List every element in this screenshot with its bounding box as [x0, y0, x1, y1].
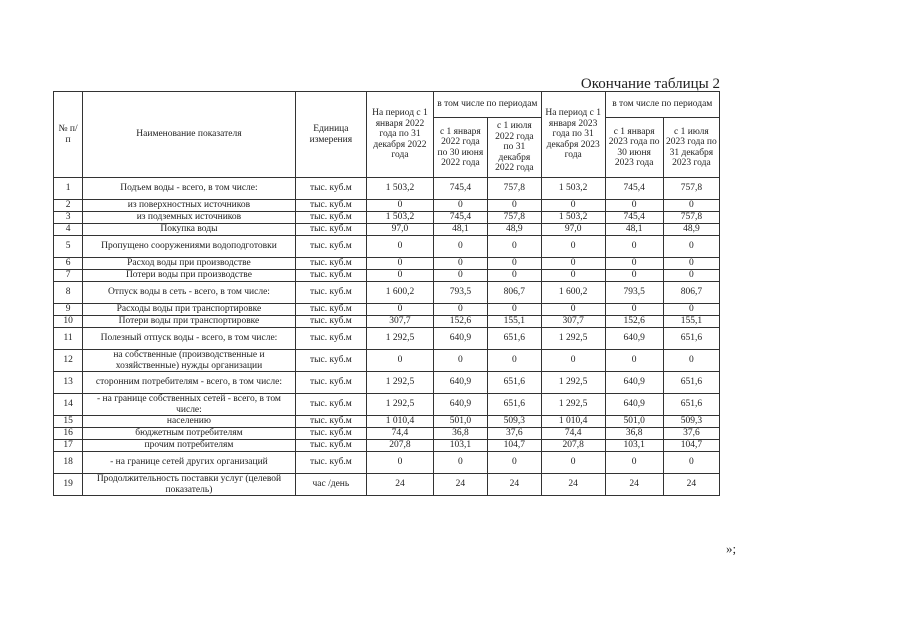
row-value: 745,4	[433, 212, 487, 224]
row-value: 37,6	[487, 428, 541, 440]
row-name: Расход воды при производстве	[83, 258, 296, 270]
header-name: Наименование показателя	[83, 92, 296, 178]
row-unit: тыс. куб.м	[295, 372, 366, 394]
row-value: 0	[487, 236, 541, 258]
header-2023-h2: с 1 июля 2023 года по 31 декабря 2023 года	[663, 118, 719, 178]
row-name: Пропущено сооружениями водоподготовки	[83, 236, 296, 258]
row-value: 0	[367, 304, 434, 316]
row-value: 0	[663, 200, 719, 212]
row-number: 1	[54, 178, 83, 200]
row-value: 24	[433, 474, 487, 496]
row-name: Покупка воды	[83, 224, 296, 236]
row-number: 6	[54, 258, 83, 270]
row-number: 16	[54, 428, 83, 440]
row-value: 74,4	[541, 428, 605, 440]
row-value: 0	[433, 200, 487, 212]
table-row	[54, 428, 720, 440]
row-number: 3	[54, 212, 83, 224]
row-number: 4	[54, 224, 83, 236]
row-value: 757,8	[487, 212, 541, 224]
header-2023-h1: с 1 января 2023 года по 30 июня 2023 года	[605, 118, 663, 178]
row-value: 793,5	[433, 282, 487, 304]
row-name: Отпуск воды в сеть - всего, в том числе:	[83, 282, 296, 304]
row-unit: тыс. куб.м	[295, 212, 366, 224]
header-period-2023: На период с 1 января 2023 года по 31 декабря 2023 года	[541, 92, 605, 178]
row-value: 0	[487, 200, 541, 212]
closing-quote: »;	[726, 541, 737, 556]
row-value: 1 292,5	[367, 394, 434, 416]
table-row	[54, 258, 720, 270]
row-value: 0	[367, 350, 434, 372]
row-number: 10	[54, 316, 83, 328]
row-unit: тыс. куб.м	[295, 178, 366, 200]
row-unit: тыс. куб.м	[295, 394, 366, 416]
row-number: 15	[54, 416, 83, 428]
row-value: 307,7	[367, 316, 434, 328]
row-value: 36,8	[433, 428, 487, 440]
header-period-2022: На период с 1 января 2022 года по 31 декабря 2022 года	[367, 92, 434, 178]
row-value: 48,9	[487, 224, 541, 236]
row-name: Подъем воды - всего, в том числе:	[83, 178, 296, 200]
row-value: 651,6	[487, 394, 541, 416]
row-value: 640,9	[433, 394, 487, 416]
row-unit: тыс. куб.м	[295, 200, 366, 212]
row-value: 757,8	[663, 212, 719, 224]
row-value: 0	[433, 452, 487, 474]
row-value: 0	[605, 304, 663, 316]
row-unit: тыс. куб.м	[295, 316, 366, 328]
row-value: 0	[367, 200, 434, 212]
row-number: 18	[54, 452, 83, 474]
row-value: 0	[541, 304, 605, 316]
row-value: 745,4	[433, 178, 487, 200]
row-number: 17	[54, 440, 83, 452]
row-value: 501,0	[433, 416, 487, 428]
row-value: 0	[541, 270, 605, 282]
row-number: 8	[54, 282, 83, 304]
row-name: - на границе сетей других организаций	[83, 452, 296, 474]
row-number: 11	[54, 328, 83, 350]
header-unit: Единица измерения	[295, 92, 366, 178]
row-value: 103,1	[605, 440, 663, 452]
row-value: 651,6	[663, 372, 719, 394]
row-value: 0	[433, 236, 487, 258]
table-row	[54, 212, 720, 224]
row-value: 103,1	[433, 440, 487, 452]
row-unit: тыс. куб.м	[295, 416, 366, 428]
row-name: Потери воды при производстве	[83, 270, 296, 282]
row-value: 0	[605, 452, 663, 474]
row-value: 0	[541, 452, 605, 474]
row-number: 2	[54, 200, 83, 212]
table-row	[54, 316, 720, 328]
row-name: Полезный отпуск воды - всего, в том числе:	[83, 328, 296, 350]
row-value: 806,7	[487, 282, 541, 304]
row-value: 1 292,5	[541, 372, 605, 394]
row-value: 104,7	[487, 440, 541, 452]
row-value: 24	[663, 474, 719, 496]
row-value: 152,6	[433, 316, 487, 328]
row-value: 0	[487, 304, 541, 316]
row-name: Продолжительность поставки услуг (целевой показатель)	[83, 474, 296, 496]
row-value: 0	[367, 270, 434, 282]
row-value: 48,9	[663, 224, 719, 236]
row-name: прочим потребителям	[83, 440, 296, 452]
row-number: 12	[54, 350, 83, 372]
row-value: 0	[541, 350, 605, 372]
table-row	[54, 328, 720, 350]
table-body	[54, 178, 720, 496]
row-value: 0	[487, 350, 541, 372]
row-value: 745,4	[605, 178, 663, 200]
row-value: 640,9	[605, 394, 663, 416]
header-group-2023: в том числе по периодам	[605, 92, 719, 118]
row-value: 24	[541, 474, 605, 496]
row-number: 9	[54, 304, 83, 316]
row-value: 74,4	[367, 428, 434, 440]
row-value: 1 292,5	[541, 394, 605, 416]
row-unit: тыс. куб.м	[295, 452, 366, 474]
table-row	[54, 350, 720, 372]
row-value: 0	[367, 452, 434, 474]
row-number: 7	[54, 270, 83, 282]
row-value: 0	[663, 304, 719, 316]
row-unit: тыс. куб.м	[295, 350, 366, 372]
row-value: 1 010,4	[541, 416, 605, 428]
row-value: 48,1	[605, 224, 663, 236]
row-value: 0	[367, 236, 434, 258]
row-name: бюджетным потребителям	[83, 428, 296, 440]
row-value: 640,9	[433, 328, 487, 350]
row-value: 0	[433, 350, 487, 372]
row-value: 155,1	[663, 316, 719, 328]
row-value: 1 292,5	[367, 328, 434, 350]
row-number: 5	[54, 236, 83, 258]
row-value: 104,7	[663, 440, 719, 452]
header-group-2022: в том числе по периодам	[433, 92, 541, 118]
row-value: 509,3	[487, 416, 541, 428]
row-value: 0	[605, 350, 663, 372]
header-num: № п/п	[54, 92, 83, 178]
row-value: 0	[663, 270, 719, 282]
row-value: 0	[663, 350, 719, 372]
row-value: 0	[487, 258, 541, 270]
row-value: 1 503,2	[367, 178, 434, 200]
table-caption: Окончание таблицы 2	[580, 76, 720, 92]
row-value: 24	[605, 474, 663, 496]
row-unit: тыс. куб.м	[295, 236, 366, 258]
row-value: 651,6	[487, 372, 541, 394]
row-value: 0	[433, 258, 487, 270]
row-value: 207,8	[367, 440, 434, 452]
table-row	[54, 474, 720, 496]
row-value: 651,6	[663, 394, 719, 416]
row-name: Расходы воды при транспортировке	[83, 304, 296, 316]
row-name: населению	[83, 416, 296, 428]
row-value: 757,8	[487, 178, 541, 200]
row-value: 0	[605, 270, 663, 282]
row-value: 0	[541, 236, 605, 258]
row-name: из поверхностных источников	[83, 200, 296, 212]
row-value: 36,8	[605, 428, 663, 440]
row-value: 1 503,2	[541, 178, 605, 200]
table-row	[54, 200, 720, 212]
row-value: 0	[541, 200, 605, 212]
row-name: - на границе собственных сетей - всего, в том числе:	[83, 394, 296, 416]
row-value: 0	[433, 304, 487, 316]
row-value: 651,6	[487, 328, 541, 350]
row-name: Потери воды при транспортировке	[83, 316, 296, 328]
row-unit: тыс. куб.м	[295, 428, 366, 440]
row-value: 0	[433, 270, 487, 282]
table-row	[54, 224, 720, 236]
header-2022-h2: с 1 июля 2022 года по 31 декабря 2022 года	[487, 118, 541, 178]
row-value: 1 292,5	[367, 372, 434, 394]
row-unit: час /день	[295, 474, 366, 496]
row-value: 745,4	[605, 212, 663, 224]
row-value: 793,5	[605, 282, 663, 304]
table-row	[54, 270, 720, 282]
row-name: из подземных источников	[83, 212, 296, 224]
row-name: сторонним потребителям - всего, в том числе:	[83, 372, 296, 394]
row-value: 0	[663, 258, 719, 270]
row-value: 1 010,4	[367, 416, 434, 428]
row-value: 97,0	[541, 224, 605, 236]
row-value: 757,8	[663, 178, 719, 200]
row-number: 13	[54, 372, 83, 394]
row-value: 0	[367, 258, 434, 270]
row-value: 806,7	[663, 282, 719, 304]
row-value: 0	[487, 452, 541, 474]
row-value: 509,3	[663, 416, 719, 428]
table-row	[54, 440, 720, 452]
table-row	[54, 178, 720, 200]
row-value: 0	[663, 236, 719, 258]
row-value: 0	[663, 452, 719, 474]
row-number: 19	[54, 474, 83, 496]
row-value: 640,9	[433, 372, 487, 394]
row-value: 1 503,2	[541, 212, 605, 224]
table-row	[54, 394, 720, 416]
row-value: 1 292,5	[541, 328, 605, 350]
table-row	[54, 236, 720, 258]
row-unit: тыс. куб.м	[295, 282, 366, 304]
row-value: 0	[605, 200, 663, 212]
row-value: 97,0	[367, 224, 434, 236]
table-row	[54, 304, 720, 316]
row-value: 24	[367, 474, 434, 496]
row-unit: тыс. куб.м	[295, 304, 366, 316]
row-unit: тыс. куб.м	[295, 258, 366, 270]
row-value: 501,0	[605, 416, 663, 428]
row-unit: тыс. куб.м	[295, 224, 366, 236]
table-row	[54, 372, 720, 394]
row-value: 1 600,2	[541, 282, 605, 304]
table-row	[54, 452, 720, 474]
row-value: 152,6	[605, 316, 663, 328]
header-2022-h1: с 1 января 2022 года по 30 июня 2022 года	[433, 118, 487, 178]
row-unit: тыс. куб.м	[295, 440, 366, 452]
table-row	[54, 282, 720, 304]
row-value: 0	[605, 236, 663, 258]
table-row	[54, 416, 720, 428]
row-value: 0	[487, 270, 541, 282]
row-value: 24	[487, 474, 541, 496]
row-value: 640,9	[605, 328, 663, 350]
row-name: на собственные (производственные и хозяйственные) нужды организации	[83, 350, 296, 372]
row-value: 640,9	[605, 372, 663, 394]
data-table	[53, 91, 720, 496]
row-value: 1 503,2	[367, 212, 434, 224]
row-value: 1 600,2	[367, 282, 434, 304]
row-value: 307,7	[541, 316, 605, 328]
row-unit: тыс. куб.м	[295, 328, 366, 350]
row-value: 48,1	[433, 224, 487, 236]
row-value: 651,6	[663, 328, 719, 350]
row-unit: тыс. куб.м	[295, 270, 366, 282]
row-value: 0	[541, 258, 605, 270]
row-value: 207,8	[541, 440, 605, 452]
row-value: 37,6	[663, 428, 719, 440]
row-number: 14	[54, 394, 83, 416]
row-value: 0	[605, 258, 663, 270]
row-value: 155,1	[487, 316, 541, 328]
